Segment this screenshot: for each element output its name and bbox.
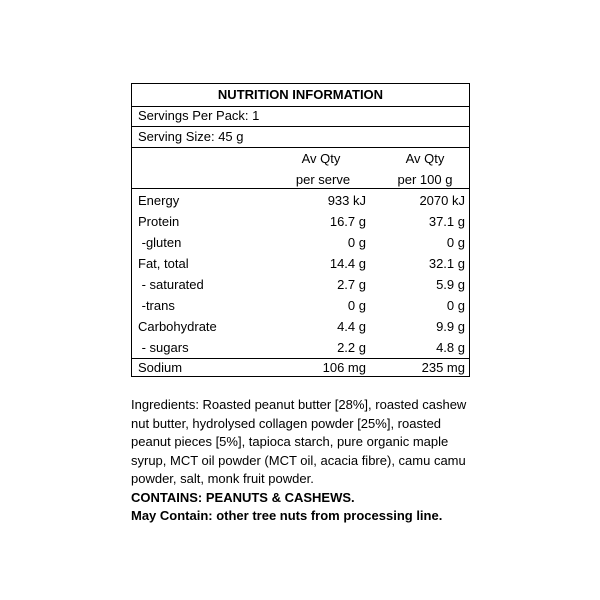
nutrient-per-100g: 4.8 g [436, 340, 465, 355]
nutrient-per-100g: 235 mg [421, 360, 465, 375]
nutrient-per-100g: 2070 kJ [419, 193, 465, 208]
servings-per-pack: Servings Per Pack: 1 [138, 108, 260, 123]
divider [132, 106, 469, 107]
nutrient-per-serve: 933 kJ [327, 193, 366, 208]
nutrient-name: -trans [138, 298, 175, 313]
nutrient-name: Fat, total [138, 256, 189, 271]
ingredients-text: Ingredients: Roasted peanut butter [28%], roasted cashew nut butter, hydrolysed collagen powder [25%], roasted peanut pieces [5%], tapioca starch, pure organic maple syrup, MCT oil powder (MCT oil, acacia fibre), camu camu powder, salt, monk fruit powder. [131, 397, 467, 486]
divider [132, 126, 469, 127]
nutrient-per-serve: 2.7 g [337, 277, 366, 292]
divider [132, 188, 469, 189]
header-col-serve-line2: per serve [295, 172, 351, 187]
nutrition-panel [131, 83, 470, 377]
header-col-100g-line1: Av Qty [405, 151, 445, 166]
serving-size: Serving Size: 45 g [138, 129, 244, 144]
divider [132, 358, 469, 359]
nutrient-per-100g: 0 g [446, 298, 465, 313]
header-col-100g-line2: per 100 g [397, 172, 453, 187]
panel-title: NUTRITION INFORMATION [217, 87, 384, 102]
ingredients-block [131, 396, 476, 526]
header-col-serve-line1: Av Qty [301, 151, 341, 166]
nutrient-per-serve: 106 mg [322, 360, 366, 375]
nutrient-name: Protein [138, 214, 180, 229]
nutrient-name: - saturated [138, 277, 204, 292]
allergen-may-contain: May Contain: other tree nuts from processing line. [131, 508, 443, 523]
nutrient-name: -gluten [138, 235, 182, 250]
nutrient-per-serve: 0 g [347, 235, 366, 250]
allergen-contains: CONTAINS: PEANUTS & CASHEWS. [131, 489, 355, 505]
nutrient-name: Energy [138, 193, 180, 208]
nutrient-name: Carbohydrate [138, 319, 217, 334]
nutrient-per-100g: 9.9 g [436, 319, 465, 334]
nutrient-per-100g: 0 g [446, 235, 465, 250]
nutrient-per-serve: 4.4 g [337, 319, 366, 334]
nutrient-per-serve: 16.7 g [329, 214, 366, 229]
nutrient-name: Sodium [138, 360, 183, 375]
nutrient-name: - sugars [138, 340, 189, 355]
nutrient-per-serve: 0 g [347, 298, 366, 313]
nutrient-per-serve: 2.2 g [337, 340, 366, 355]
nutrient-per-100g: 37.1 g [428, 214, 465, 229]
nutrient-per-100g: 5.9 g [436, 277, 465, 292]
nutrient-per-100g: 32.1 g [428, 256, 465, 271]
nutrient-per-serve: 14.4 g [329, 256, 366, 271]
divider [132, 147, 469, 148]
